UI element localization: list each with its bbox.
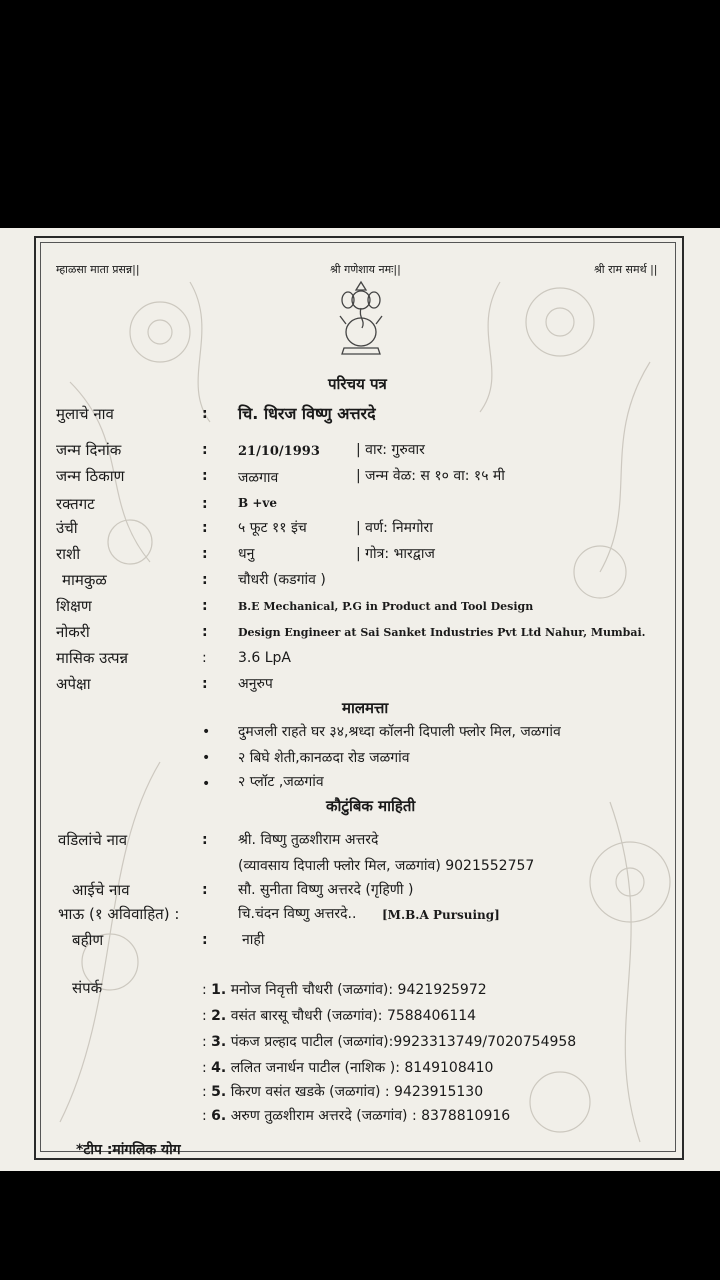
field-value-brother-note: [M.B.A Pursuing] — [382, 908, 500, 922]
field-value-height: ५ फूट ११ इंच — [238, 520, 307, 536]
contact-item: : 2. वसंत बारसू चौधरी (जळगांव): 7588406114 — [202, 1008, 477, 1024]
field-value-expectation: अनुरुप — [238, 676, 273, 692]
bullet-icon: • — [202, 776, 211, 792]
field-value-birthplace: जळगाव — [238, 470, 279, 486]
document-title: परिचय पत्र — [328, 375, 387, 393]
field-value-income: 3.6 LpA — [238, 650, 291, 666]
field-extra-day: | वार: गुरुवार — [356, 442, 425, 458]
field-value-brother: चि.चंदन विष्णु अत्तरदे.. — [238, 906, 357, 922]
field-extra-complexion: | वर्ण: निमगोरा — [356, 520, 433, 536]
field-value-job: Design Engineer at Sai Sanket Industries Pvt Ltd Nahur, Mumbai. — [238, 626, 646, 639]
ganesha-icon — [336, 276, 386, 358]
contact-item: : 4. ललित जनार्धन पाटील (नाशिक ): 8149108410 — [202, 1060, 494, 1076]
header-left-blessing: म्हाळसा माता प्रसन्न|| — [56, 263, 140, 276]
bullet-icon: • — [202, 750, 211, 766]
field-colon: : — [202, 442, 208, 458]
field-label-contact: संपर्क — [72, 979, 103, 997]
document-page — [0, 228, 720, 1171]
contact-text: अरुण तुळशीराम अत्तरदे (जळगांव) : 8378810916 — [230, 1108, 511, 1124]
field-value-education: B.E Mechanical, P.G in Product and Tool Design — [238, 600, 534, 613]
contact-number: 5. — [211, 1084, 227, 1100]
field-label-height: उंची — [56, 519, 78, 537]
contact-number: 1. — [211, 982, 227, 998]
field-label-brother: भाऊ (१ अविवाहित) : — [58, 905, 180, 923]
field-value-sister: नाही — [242, 932, 265, 948]
field-value-name: चि. धिरज विष्णु अत्तरदे — [238, 404, 376, 423]
header-right-blessing: श्री राम समर्थ || — [594, 263, 658, 276]
contact-text: पंकज प्रल्हाद पाटील (जळगांव):9923313749/7020754958 — [230, 1034, 577, 1050]
field-extra-gotra: | गोत्र: भारद्वाज — [356, 546, 435, 562]
field-label-blood-group: रक्तगट — [56, 495, 95, 513]
contact-text: मनोज निवृत्ती चौधरी (जळगांव): 9421925972 — [230, 982, 487, 998]
field-extra-birthtime: | जन्म वेळ: स १० वा: १५ मी — [356, 468, 505, 484]
field-value-father-business: (व्यावसाय दिपाली फ्लोर मिल, जळगांव) 9021552757 — [238, 858, 535, 874]
field-colon: : — [202, 520, 208, 536]
field-label-expectation: अपेक्षा — [56, 675, 91, 693]
contact-number: 2. — [211, 1008, 227, 1024]
field-label-mamkul: मामकुळ — [62, 571, 107, 589]
field-label-father: वडिलांचे नाव — [58, 831, 128, 849]
field-colon: : — [202, 624, 208, 640]
contact-item: : 3. पंकज प्रल्हाद पाटील (जळगांव):9923313749/7020754958 — [202, 1034, 577, 1050]
field-label-mother: आईचे नाव — [72, 881, 130, 899]
field-colon: : — [202, 496, 208, 512]
field-value-mother: सौ. सुनीता विष्णु अत्तरदे (गृहिणी ) — [238, 882, 414, 898]
contact-item: : 1. मनोज निवृत्ती चौधरी (जळगांव): 9421925972 — [202, 982, 487, 998]
field-label-dob: जन्म दिनांक — [56, 441, 122, 459]
field-label-rashi: राशी — [56, 545, 81, 563]
property-item: २ बिघे शेती,कानळदा रोड जळगांव — [238, 750, 410, 766]
contact-text: वसंत बारसू चौधरी (जळगांव): 7588406114 — [230, 1008, 477, 1024]
property-item: २ प्लॉट ,जळगांव — [238, 774, 324, 790]
contact-number: 6. — [211, 1108, 227, 1124]
field-colon: : — [202, 598, 208, 614]
field-label-birthplace: जन्म ठिकाण — [56, 467, 125, 485]
property-item: दुमजली राहते घर ३४,श्रध्दा कॉलनी दिपाली फ्लोर मिल, जळगांव — [238, 724, 561, 740]
field-label-sister: बहीण — [72, 931, 104, 949]
field-colon: : — [202, 468, 208, 484]
field-colon: : — [202, 572, 208, 588]
field-value-rashi: धनु — [238, 546, 255, 562]
contact-number: 4. — [211, 1060, 227, 1076]
contact-item: : 5. किरण वसंत खडके (जळगांव) : 9423915130 — [202, 1084, 484, 1100]
family-heading: कौटुंबिक माहिती — [326, 797, 416, 815]
field-colon: : — [202, 676, 208, 692]
header-center-blessing: श्री गणेशाय नमः|| — [330, 263, 401, 276]
field-label-job: नोकरी — [56, 623, 90, 641]
field-colon: : — [202, 932, 208, 948]
property-heading: मालमत्ता — [342, 699, 389, 717]
field-colon: : — [202, 406, 208, 422]
field-value-dob: 21/10/1993 — [238, 444, 320, 459]
contact-item: : 6. अरुण तुळशीराम अत्तरदे (जळगांव) : 8378810916 — [202, 1108, 511, 1124]
field-colon: : — [202, 650, 207, 666]
field-colon: : — [202, 832, 208, 848]
field-value-blood-group: B +ve — [238, 496, 277, 510]
note-manglik: *टीप :मांगलिक योग — [76, 1142, 181, 1158]
bullet-icon: • — [202, 724, 211, 740]
field-value-father: श्री. विष्णु तुळशीराम अत्तरदे — [238, 832, 379, 848]
contact-text: किरण वसंत खडके (जळगांव) : 9423915130 — [230, 1084, 484, 1100]
contact-text: ललित जनार्धन पाटील (नाशिक ): 8149108410 — [230, 1060, 494, 1076]
field-label-name: मुलाचे नाव — [56, 405, 114, 423]
field-colon: : — [202, 546, 208, 562]
field-colon: : — [202, 882, 208, 898]
field-value-mamkul: चौधरी (कडगांव ) — [238, 572, 326, 588]
contact-number: 3. — [211, 1034, 227, 1050]
field-label-income: मासिक उत्पन्न — [56, 649, 129, 667]
field-label-education: शिक्षण — [56, 597, 92, 615]
